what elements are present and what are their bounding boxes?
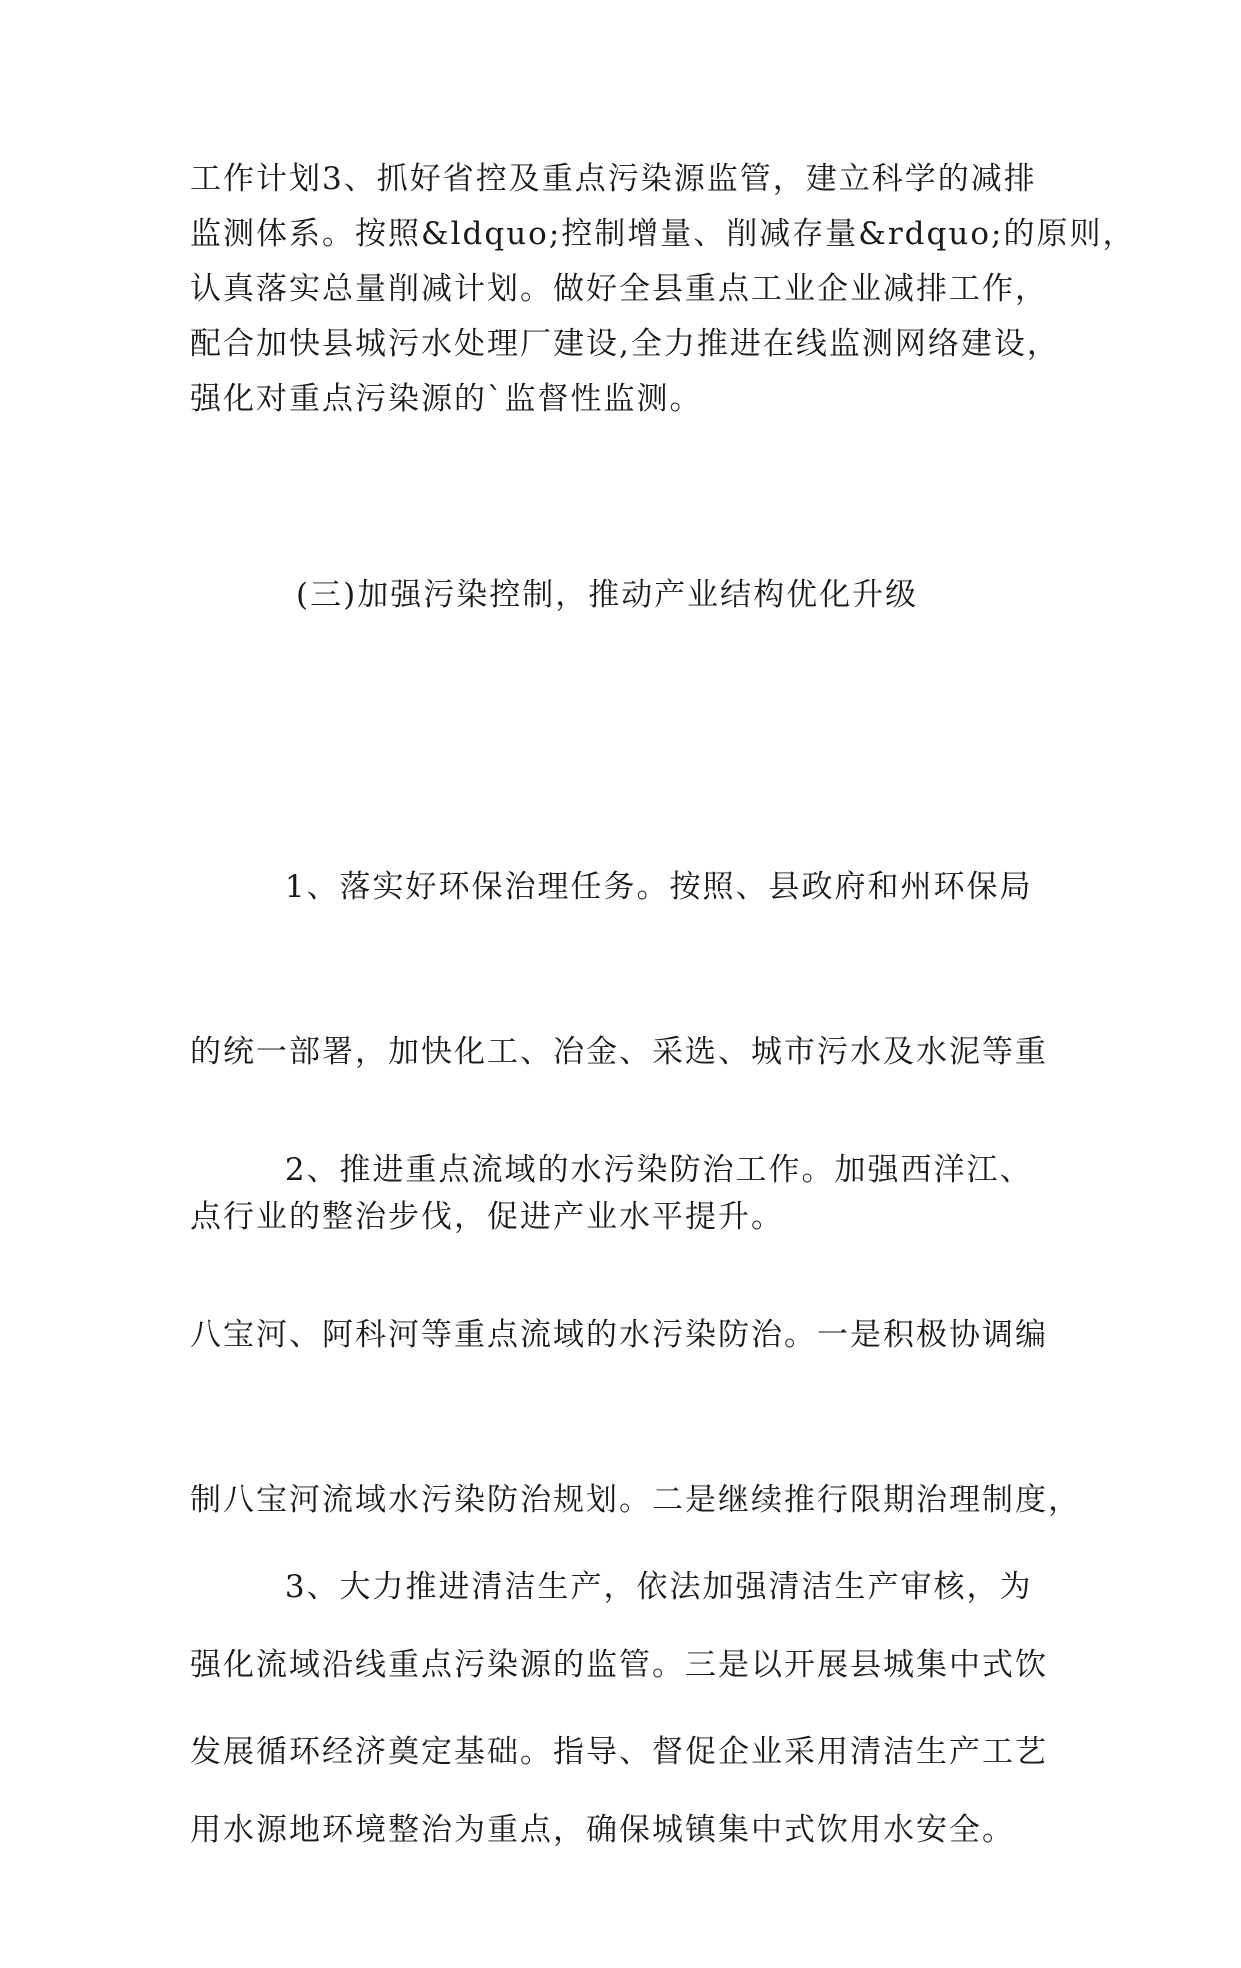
text-line: 认真落实总量削减计划。做好全县重点工业企业减排工作， — [190, 271, 1048, 307]
section-heading: (三)加强污染控制，推动产业结构优化升级 — [296, 577, 919, 613]
text-line: 点行业的整治步伐，促进产业水平提升。 — [190, 1199, 784, 1235]
text-line: 3、大力推进清洁生产，依法加强清洁生产审核，为 — [190, 1569, 1033, 1605]
text-line: 用水源地环境整治为重点，确保城镇集中式饮用水安全。 — [190, 1812, 1015, 1848]
text-line: 2、推进重点流域的水污染防治工作。加强西洋江、 — [190, 1152, 1033, 1188]
text-line: 强化对重点污染源的`监督性监测。 — [190, 381, 703, 417]
text-line: 工作计划3、抓好省控及重点污染源监管，建立科学的减排 — [190, 161, 1037, 197]
text-line: 强化流域沿线重点污染源的监管。三是以开展县城集中式饮 — [190, 1647, 1048, 1683]
text-line: 配合加快县城污水处理厂建设,全力推进在线监测网络建设， — [190, 326, 1060, 362]
text-line: 1、落实好环保治理任务。按照、县政府和州环保局 — [190, 869, 1033, 905]
paragraph-monitoring-system — [190, 152, 1136, 427]
text-line: 制八宝河流域水污染防治规划。二是继续推行限期治理制度， — [190, 1482, 1081, 1518]
text-line: 八宝河、阿科河等重点流域的水污染防治。一是积极协调编 — [190, 1317, 1048, 1353]
paragraph-item-3 — [190, 1450, 1081, 1890]
text-line: 的统一部署，加快化工、冶金、采选、城市污水及水泥等重 — [190, 1034, 1048, 1070]
text-line: 发展循环经济奠定基础。指导、督促企业采用清洁生产工艺 — [190, 1734, 1048, 1770]
text-line: 监测体系。按照&ldquo;控制增量、削减存量&rdquo;的原则， — [190, 216, 1136, 252]
